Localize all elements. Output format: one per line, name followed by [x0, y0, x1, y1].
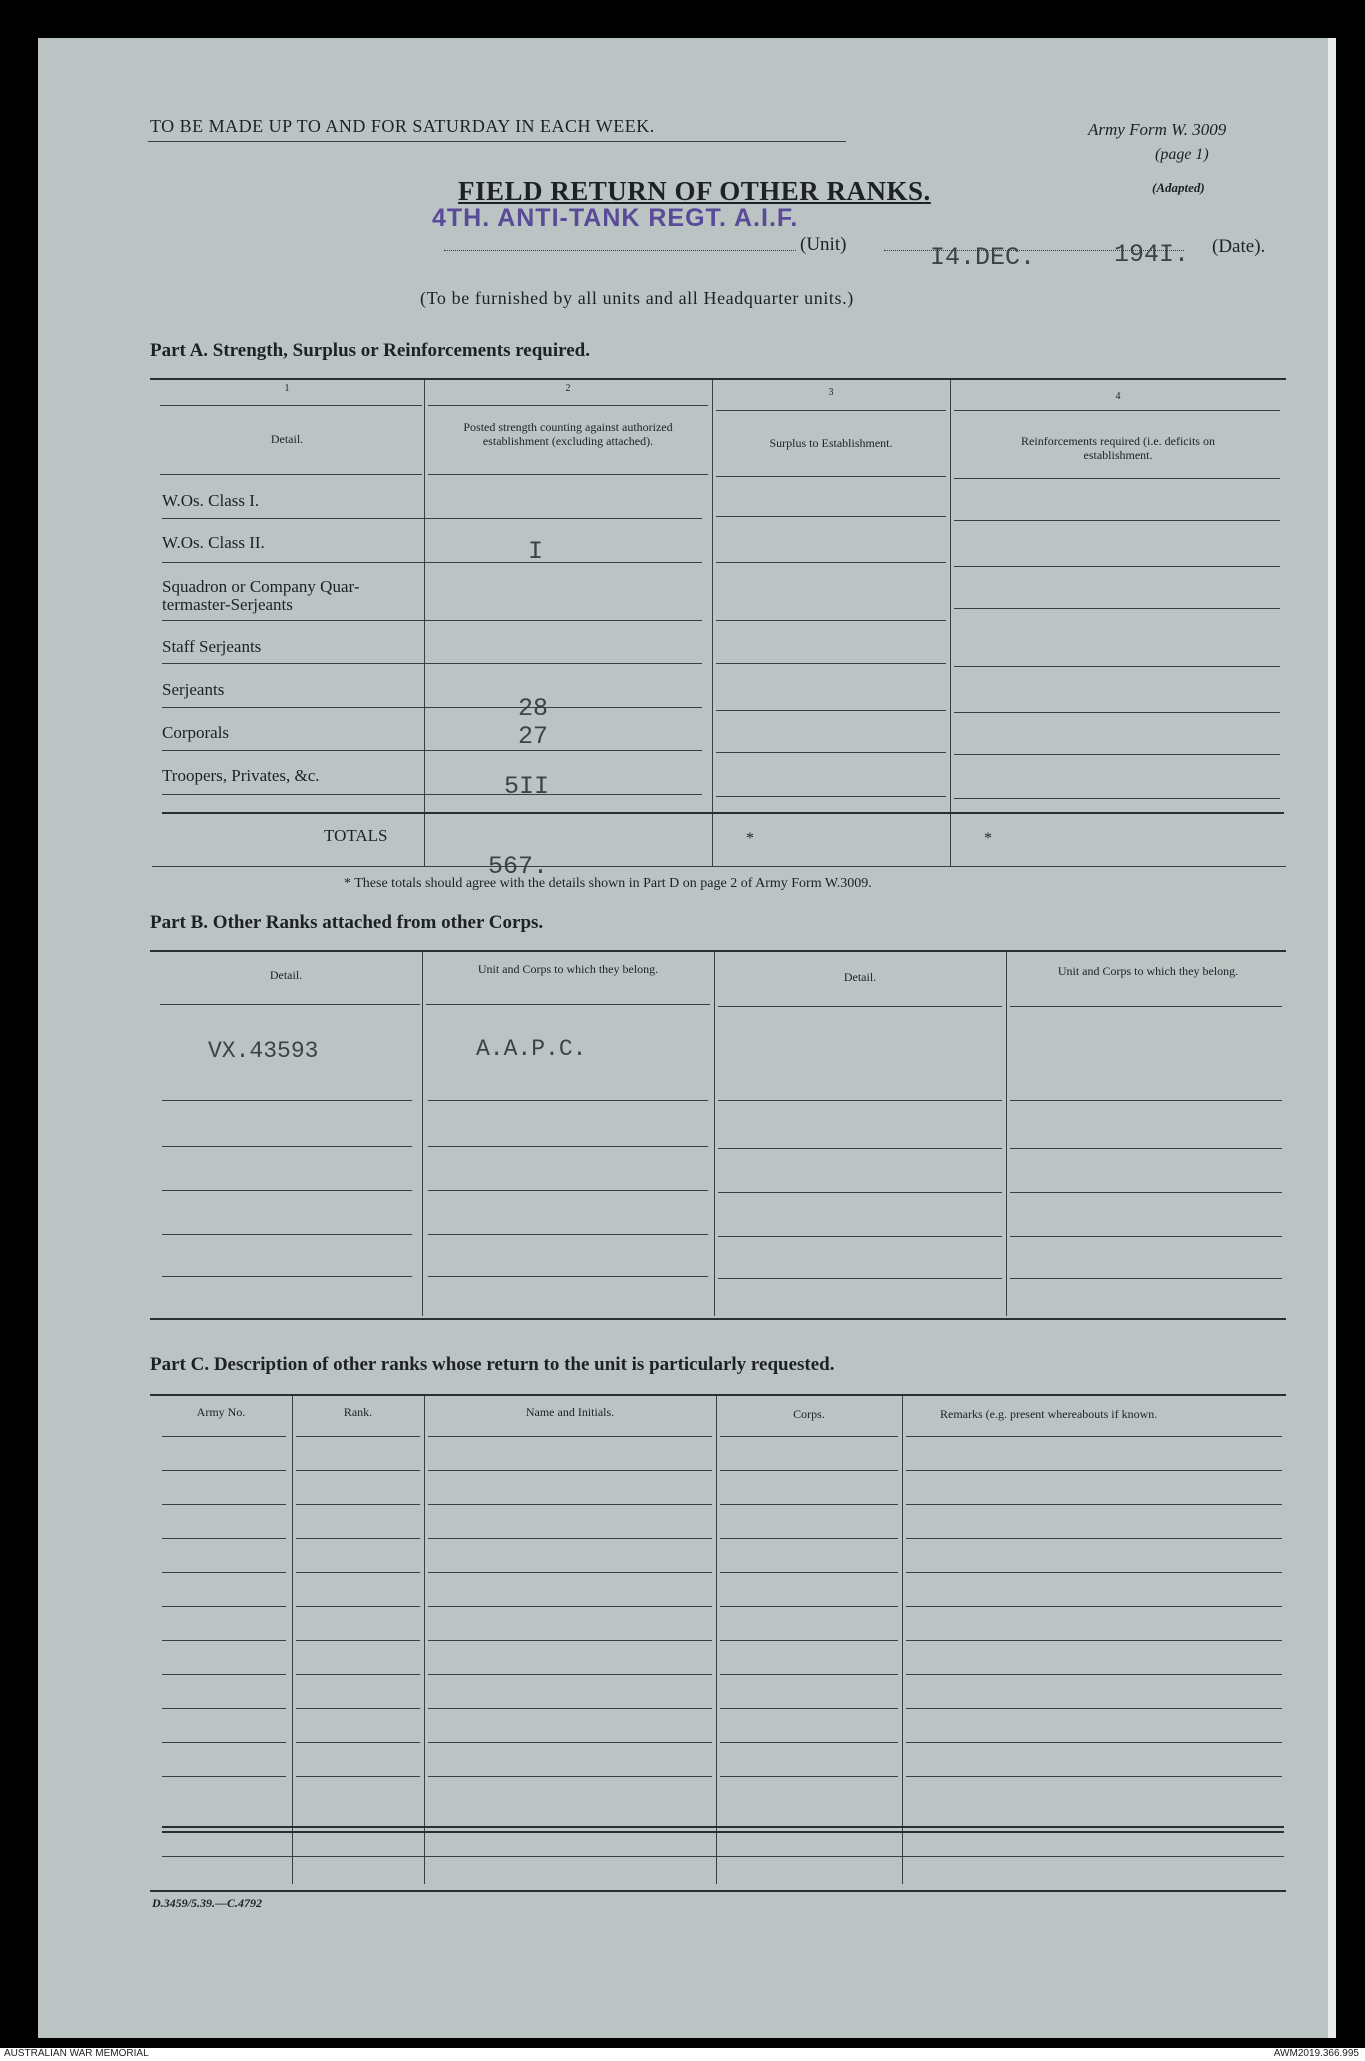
paper-edge — [1328, 38, 1336, 2038]
part-c-row-rule — [906, 1606, 1282, 1607]
instruction-underline — [148, 141, 846, 142]
form-page: (page 1) — [1155, 146, 1209, 163]
part-c-row-rule — [720, 1742, 898, 1743]
num-row-rule-2 — [428, 405, 708, 406]
part-c-row-rule — [296, 1504, 420, 1505]
part-c-divider-2 — [424, 1396, 425, 1884]
col-header-surplus: Surplus to Establishment. — [769, 436, 893, 450]
row-rule — [954, 712, 1280, 713]
row-rule — [162, 620, 702, 621]
part-c-row-rule — [428, 1742, 712, 1743]
part-c-header-remarks: Remarks (e.g. present whereabouts if known. — [940, 1407, 1158, 1421]
row-label-serjeants: Serjeants — [162, 680, 225, 699]
part-c-row-rule — [720, 1640, 898, 1641]
date-label: (Date). — [1212, 236, 1266, 257]
row-rule — [716, 710, 946, 711]
col-header-reinforcements: Reinforcements required (i.e. deficits on establishment. — [1021, 434, 1215, 462]
part-c-title: Part C. Description of other ranks whose return to the unit is particularly requested. — [150, 1354, 835, 1375]
part-b-row-rule — [1010, 1148, 1282, 1149]
part-c-row-rule — [296, 1742, 420, 1743]
part-c-row-rule — [296, 1776, 420, 1777]
part-b-bottom-rule — [150, 1318, 1286, 1320]
part-c-row-rule — [906, 1436, 1282, 1437]
part-b-row-rule — [162, 1234, 412, 1235]
part-b-header-rule — [426, 1004, 710, 1005]
value-wo-class-2: I — [528, 537, 544, 566]
form-adapted: (Adapted) — [1152, 180, 1205, 195]
part-b-header-unit-2: Unit and Corps to which they belong. — [1057, 964, 1239, 978]
col-number-4: 4 — [1115, 391, 1121, 402]
col-number-1: 1 — [284, 383, 290, 394]
part-c-double-rule-top — [162, 1826, 1284, 1828]
row-label-staff-serjeants: Staff Serjeants — [162, 637, 262, 656]
row-rule — [954, 608, 1280, 609]
part-c-row-rule — [720, 1538, 898, 1539]
part-c-row-rule — [428, 1504, 712, 1505]
part-b-divider-1 — [422, 952, 423, 1316]
part-c-row-rule — [162, 1708, 286, 1709]
num-row-rule-3 — [716, 410, 946, 411]
part-c-row-rule — [296, 1538, 420, 1539]
form-title: FIELD RETURN OF OTHER RANKS. — [458, 176, 931, 206]
part-c-header-rank: Rank. — [343, 1405, 373, 1419]
part-c-row-rule — [428, 1674, 712, 1675]
attached-detail: VX.43593 — [208, 1038, 319, 1064]
part-b-row-rule — [718, 1278, 1002, 1279]
part-c-top-rule — [150, 1394, 1286, 1396]
header-rule-4 — [954, 478, 1280, 479]
part-b-header-rule — [160, 1004, 420, 1005]
row-rule — [954, 566, 1280, 567]
num-row-rule-1 — [160, 405, 422, 406]
part-c-divider-1 — [292, 1396, 293, 1884]
part-c-row-rule — [428, 1470, 712, 1471]
part-c-row-rule — [428, 1606, 712, 1607]
part-c-row-rule — [720, 1470, 898, 1471]
furnish-note: (To be furnished by all units and all Headquarter units.) — [420, 288, 854, 308]
row-rule — [954, 798, 1280, 799]
part-c-row-rule — [428, 1776, 712, 1777]
part-c-divider-4 — [902, 1396, 903, 1884]
col-number-3: 3 — [828, 387, 834, 398]
part-c-row-rule — [720, 1606, 898, 1607]
part-c-row-rule — [296, 1606, 420, 1607]
unit-stamp: 4TH. ANTI-TANK REGT. A.I.F. — [432, 204, 799, 232]
header-rule-3 — [716, 476, 946, 477]
part-b-row-rule — [162, 1276, 412, 1277]
row-rule — [162, 794, 702, 795]
year-typed: 194I. — [1114, 240, 1190, 269]
part-c-row-rule — [906, 1674, 1282, 1675]
totals-value: 567. — [488, 852, 549, 881]
part-b-header-rule — [1010, 1006, 1282, 1007]
part-c-row-rule — [296, 1708, 420, 1709]
part-c-row-rule — [906, 1538, 1282, 1539]
row-label-cqms: Squadron or Company Quar-termaster-Serjeants — [162, 577, 360, 614]
part-b-divider-2 — [714, 952, 715, 1316]
part-b-header-detail-1: Detail. — [269, 968, 303, 982]
part-c-row-rule — [428, 1708, 712, 1709]
row-rule — [954, 666, 1280, 667]
part-b-row-rule — [1010, 1192, 1282, 1193]
part-c-row-rule — [906, 1742, 1282, 1743]
row-rule — [716, 562, 946, 563]
part-c-row-rule — [720, 1436, 898, 1437]
part-b-header-rule — [718, 1006, 1002, 1007]
col-header-detail: Detail. — [270, 432, 304, 446]
row-rule — [716, 620, 946, 621]
value-serjeants: 28 — [518, 694, 549, 723]
part-a-title: Part A. Strength, Surplus or Reinforcements required. — [150, 340, 590, 361]
row-rule — [716, 796, 946, 797]
part-c-header-army-no: Army No. — [196, 1405, 246, 1419]
part-c-row-rule — [720, 1504, 898, 1505]
part-c-row-rule — [162, 1856, 1284, 1857]
print-code: D.3459/5.39.—C.4792 — [152, 1896, 263, 1910]
part-b-top-rule — [150, 950, 1286, 952]
part-b-row-rule — [428, 1234, 708, 1235]
part-c-row-rule — [428, 1640, 712, 1641]
part-c-row-rule — [720, 1708, 898, 1709]
part-c-row-rule — [162, 1606, 286, 1607]
col-header-posted-strength: Posted strength counting against authorized establishment (excluding attached). — [463, 420, 673, 448]
num-row-rule-4 — [954, 410, 1280, 411]
part-b-row-rule — [1010, 1278, 1282, 1279]
part-c-row-rule — [162, 1470, 286, 1471]
part-b-row-rule — [162, 1100, 412, 1101]
part-b-row-rule — [718, 1100, 1002, 1101]
part-c-double-rule-bottom — [162, 1831, 1284, 1833]
part-a-divider-2 — [712, 380, 713, 866]
row-rule — [716, 516, 946, 517]
part-b-row-rule — [162, 1146, 412, 1147]
part-a-footnote: * These totals should agree with the details shown in Part D on page 2 of Army Form W.3009. — [344, 876, 872, 891]
col-number-2: 2 — [565, 383, 571, 394]
row-rule — [162, 562, 702, 563]
part-c-row-rule — [296, 1436, 420, 1437]
part-b-row-rule — [718, 1192, 1002, 1193]
part-c-row-rule — [162, 1504, 286, 1505]
part-b-row-rule — [162, 1190, 412, 1191]
part-b-row-rule — [1010, 1100, 1282, 1101]
attached-unit: A.A.P.C. — [476, 1036, 587, 1062]
header-rule-2 — [428, 474, 708, 475]
surplus-total-asterisk: * — [746, 830, 754, 847]
unit-label: (Unit) — [800, 234, 847, 255]
part-b-row-rule — [428, 1276, 708, 1277]
part-b-row-rule — [428, 1146, 708, 1147]
part-c-row-rule — [162, 1742, 286, 1743]
part-b-row-rule — [718, 1236, 1002, 1237]
row-rule — [162, 750, 702, 751]
part-b-row-rule — [428, 1190, 708, 1191]
part-c-row-rule — [162, 1776, 286, 1777]
row-rule — [162, 663, 702, 664]
part-c-row-rule — [296, 1470, 420, 1471]
form-number: Army Form W. 3009 — [1088, 120, 1227, 139]
part-c-row-rule — [428, 1538, 712, 1539]
part-c-row-rule — [162, 1572, 286, 1573]
row-label-troopers: Troopers, Privates, &c. — [162, 766, 320, 785]
row-rule — [162, 518, 702, 519]
unit-dotted-line — [444, 250, 796, 251]
value-troopers: 5II — [504, 772, 550, 801]
part-c-row-rule — [906, 1470, 1282, 1471]
instruction-line: TO BE MADE UP TO AND FOR SATURDAY IN EACH WEEK. — [150, 116, 655, 136]
footer-accession-number: AWM2019.366.995 — [1273, 2048, 1359, 2059]
part-a-divider-3 — [950, 380, 951, 866]
part-b-header-detail-2: Detail. — [843, 970, 877, 984]
part-c-row-rule — [720, 1674, 898, 1675]
part-c-row-rule — [906, 1504, 1282, 1505]
part-b-title: Part B. Other Ranks attached from other Corps. — [150, 912, 544, 933]
part-b-row-rule — [1010, 1236, 1282, 1237]
part-c-row-rule — [162, 1640, 286, 1641]
row-rule — [954, 520, 1280, 521]
part-c-row-rule — [428, 1436, 712, 1437]
part-c-row-rule — [296, 1640, 420, 1641]
row-label-wo-class-2: W.Os. Class II. — [162, 533, 265, 552]
header-rule-1 — [160, 474, 422, 475]
part-b-header-unit-1: Unit and Corps to which they belong. — [477, 962, 659, 976]
part-c-header-corps: Corps. — [793, 1407, 825, 1421]
row-label-wo-class-1: W.Os. Class I. — [162, 491, 260, 510]
part-c-row-rule — [428, 1572, 712, 1573]
part-c-row-rule — [162, 1538, 286, 1539]
part-a-top-rule — [150, 378, 1286, 380]
part-c-row-rule — [162, 1436, 286, 1437]
part-c-bottom-rule — [150, 1890, 1286, 1892]
date-typed: I4.DEC. — [930, 243, 1036, 272]
totals-label: TOTALS — [324, 826, 388, 845]
part-c-row-rule — [720, 1572, 898, 1573]
part-c-row-rule — [296, 1674, 420, 1675]
totals-bottom-rule — [152, 866, 1286, 867]
part-b-divider-3 — [1006, 952, 1007, 1316]
part-b-row-rule — [428, 1100, 708, 1101]
value-corporals: 27 — [518, 722, 549, 751]
archive-footer — [0, 2048, 1365, 2061]
part-b-row-rule — [718, 1148, 1002, 1149]
part-c-row-rule — [720, 1776, 898, 1777]
row-rule — [716, 663, 946, 664]
footer-institution: AUSTRALIAN WAR MEMORIAL — [4, 2048, 149, 2059]
part-c-row-rule — [296, 1572, 420, 1573]
row-rule — [954, 754, 1280, 755]
totals-top-rule — [162, 812, 1284, 814]
part-c-header-name: Name and Initials. — [525, 1405, 615, 1419]
row-rule — [716, 752, 946, 753]
row-label-corporals: Corporals — [162, 723, 230, 742]
part-c-row-rule — [162, 1674, 286, 1675]
part-c-divider-3 — [716, 1396, 717, 1884]
part-c-row-rule — [906, 1708, 1282, 1709]
reinforcement-total-asterisk: * — [984, 830, 992, 847]
part-c-row-rule — [906, 1572, 1282, 1573]
row-rule — [162, 707, 702, 708]
part-c-row-rule — [906, 1640, 1282, 1641]
part-c-row-rule — [906, 1776, 1282, 1777]
